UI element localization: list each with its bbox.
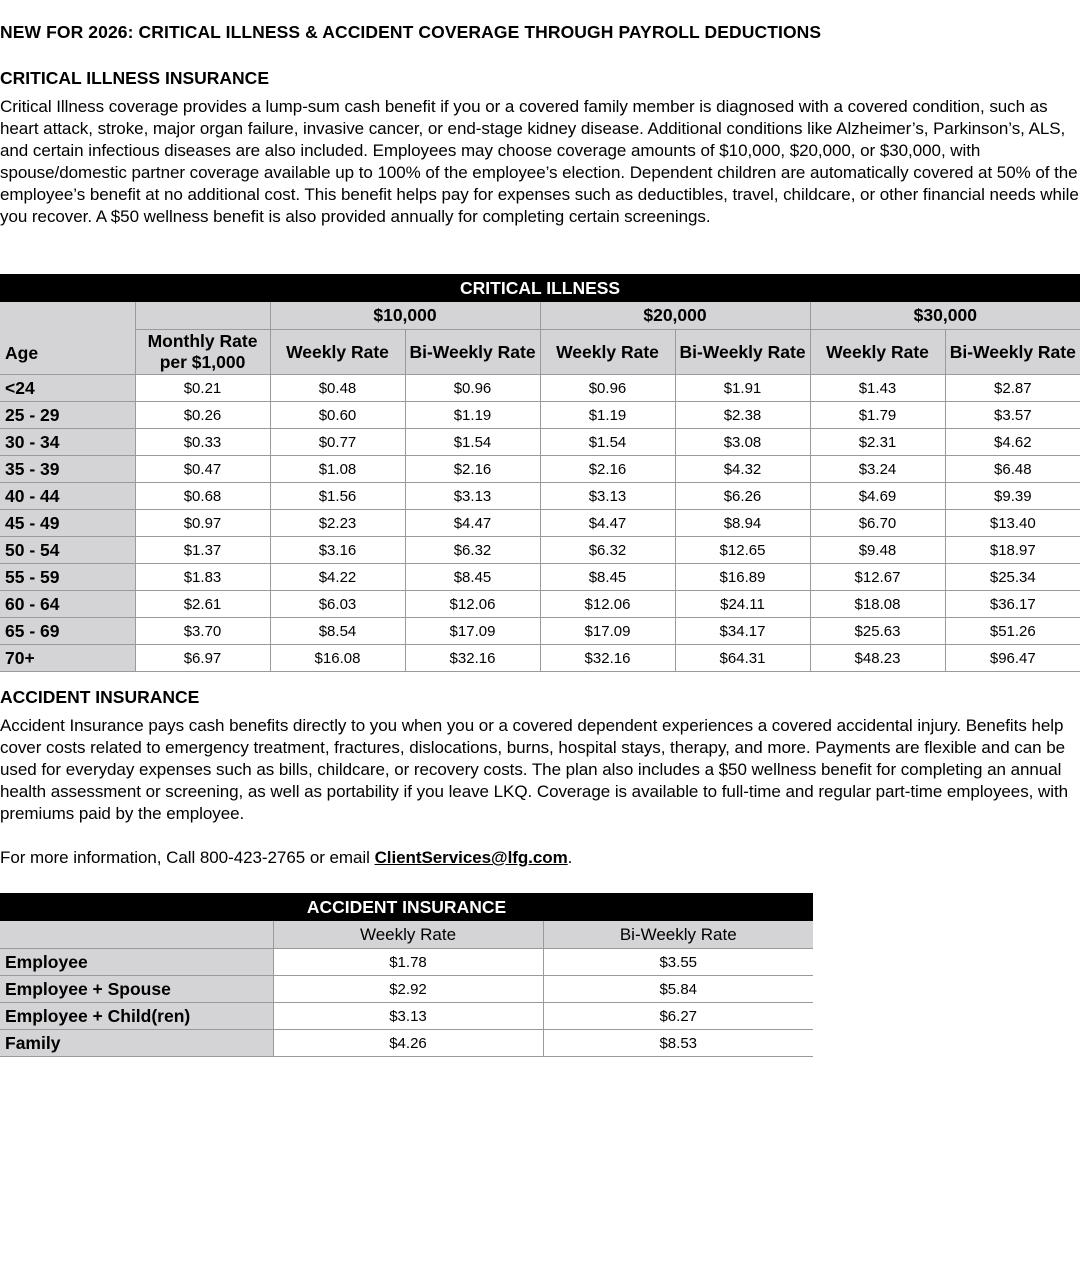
rate-cell: $12.06 — [540, 591, 675, 618]
blank-header-cell — [135, 302, 270, 330]
table-row — [0, 510, 1080, 537]
rate-cell: $1.91 — [675, 375, 810, 402]
rate-cell: $64.31 — [675, 645, 810, 672]
rate-cell: $48.23 — [810, 645, 945, 672]
rate-cell: $2.31 — [810, 429, 945, 456]
rate-cell: $3.70 — [135, 618, 270, 645]
table-row — [0, 564, 1080, 591]
table-row — [0, 483, 1080, 510]
rate-cell: $32.16 — [540, 645, 675, 672]
rate-cell: $12.65 — [675, 537, 810, 564]
rate-cell: $3.13 — [405, 483, 540, 510]
rate-cell: $24.11 — [675, 591, 810, 618]
age-band-cell: 60 - 64 — [0, 591, 135, 618]
rate-cell: $18.08 — [810, 591, 945, 618]
weekly-rate-header: Weekly Rate — [270, 330, 405, 375]
table-row — [0, 1030, 813, 1057]
rate-cell: $4.47 — [540, 510, 675, 537]
rate-cell: $1.08 — [270, 456, 405, 483]
table-row — [0, 456, 1080, 483]
accident-rate-table — [0, 893, 813, 1057]
critical-illness-rate-table — [0, 274, 1080, 672]
rate-cell: $6.70 — [810, 510, 945, 537]
rate-cell: $1.19 — [540, 402, 675, 429]
rate-cell: $17.09 — [540, 618, 675, 645]
age-band-cell: <24 — [0, 375, 135, 402]
rate-cell: $1.79 — [810, 402, 945, 429]
rate-cell: $2.92 — [273, 976, 543, 1003]
weekly-rate-header: Weekly Rate — [273, 921, 543, 949]
rate-cell: $0.47 — [135, 456, 270, 483]
table-row — [0, 402, 1080, 429]
rate-cell: $25.63 — [810, 618, 945, 645]
weekly-rate-header: Weekly Rate — [810, 330, 945, 375]
coverage-group-header: $10,000 — [270, 302, 540, 330]
rate-cell: $4.69 — [810, 483, 945, 510]
table-row — [0, 537, 1080, 564]
biweekly-rate-header: Bi-Weekly Rate — [405, 330, 540, 375]
weekly-rate-header: Weekly Rate — [540, 330, 675, 375]
rate-cell: $5.84 — [543, 976, 813, 1003]
coverage-tier-cell: Employee — [0, 949, 273, 976]
contact-text: For more information, Call 800-423-2765 or email — [0, 848, 375, 867]
rate-cell: $0.96 — [540, 375, 675, 402]
rate-cell: $0.21 — [135, 375, 270, 402]
rate-cell: $0.33 — [135, 429, 270, 456]
table-row — [0, 1003, 813, 1030]
rate-cell: $25.34 — [945, 564, 1080, 591]
rate-cell: $3.13 — [273, 1003, 543, 1030]
rate-cell: $2.16 — [405, 456, 540, 483]
rate-cell: $6.32 — [540, 537, 675, 564]
rate-cell: $9.39 — [945, 483, 1080, 510]
rate-cell: $6.26 — [675, 483, 810, 510]
rate-cell: $0.26 — [135, 402, 270, 429]
coverage-group-header: $20,000 — [540, 302, 810, 330]
table-row — [0, 591, 1080, 618]
contact-line — [0, 847, 1080, 869]
rate-cell: $96.47 — [945, 645, 1080, 672]
rate-cell: $8.54 — [270, 618, 405, 645]
accident-description: Accident Insurance pays cash benefits directly to you when you or a covered dependent experiences a covered accidental injury. Benefits help cover costs related to emergency treatment, fractures, dislocations, burns, hospital stays, therapy, and more. Payments are flexible and can be used for everyday expenses such as bills, childcare, or recovery costs. The plan also includes a $50 wellness benefit for completing an annual health assessment or screening, as well as portability if you leave LKQ. Coverage is available to full-time and regular part-time employees, with premiums paid by the employee. — [0, 716, 1069, 823]
age-band-cell: 35 - 39 — [0, 456, 135, 483]
rate-cell: $0.97 — [135, 510, 270, 537]
contact-suffix: . — [567, 848, 573, 867]
rate-cell: $1.54 — [405, 429, 540, 456]
rate-cell: $3.55 — [543, 949, 813, 976]
rate-cell: $1.83 — [135, 564, 270, 591]
biweekly-rate-header: Bi-Weekly Rate — [675, 330, 810, 375]
table-row — [0, 949, 813, 976]
rate-cell: $3.13 — [540, 483, 675, 510]
rate-cell: $2.87 — [945, 375, 1080, 402]
rate-cell: $32.16 — [405, 645, 540, 672]
rate-cell: $6.03 — [270, 591, 405, 618]
rate-cell: $1.56 — [270, 483, 405, 510]
biweekly-rate-header: Bi-Weekly Rate — [543, 921, 813, 949]
coverage-tier-cell: Employee + Spouse — [0, 976, 273, 1003]
rate-cell: $36.17 — [945, 591, 1080, 618]
rate-cell: $8.45 — [405, 564, 540, 591]
rate-cell: $0.68 — [135, 483, 270, 510]
age-band-cell: 25 - 29 — [0, 402, 135, 429]
rate-cell: $3.24 — [810, 456, 945, 483]
accident-heading: ACCIDENT INSURANCE — [0, 687, 200, 707]
age-band-cell: 30 - 34 — [0, 429, 135, 456]
biweekly-rate-header: Bi-Weekly Rate — [945, 330, 1080, 375]
monthly-rate-header: Monthly Rate per $1,000 — [135, 330, 270, 375]
rate-cell: $9.48 — [810, 537, 945, 564]
age-band-cell: 45 - 49 — [0, 510, 135, 537]
rate-cell: $2.38 — [675, 402, 810, 429]
contact-email-link[interactable]: ClientServices@lfg.com — [374, 848, 568, 867]
page-title: NEW FOR 2026: CRITICAL ILLNESS & ACCIDENT COVERAGE THROUGH PAYROLL DEDUCTIONS — [0, 22, 822, 42]
coverage-tier-cell: Employee + Child(ren) — [0, 1003, 273, 1030]
age-band-cell: 50 - 54 — [0, 537, 135, 564]
rate-cell: $1.54 — [540, 429, 675, 456]
rate-cell: $4.47 — [405, 510, 540, 537]
rate-cell: $6.97 — [135, 645, 270, 672]
critical-illness-table-title: CRITICAL ILLNESS — [0, 274, 1080, 302]
rate-cell: $0.96 — [405, 375, 540, 402]
rate-cell: $4.26 — [273, 1030, 543, 1057]
rate-cell: $12.06 — [405, 591, 540, 618]
rate-cell: $2.16 — [540, 456, 675, 483]
table-row — [0, 429, 1080, 456]
rate-cell: $1.19 — [405, 402, 540, 429]
rate-cell: $3.08 — [675, 429, 810, 456]
rate-cell: $12.67 — [810, 564, 945, 591]
age-band-cell: 55 - 59 — [0, 564, 135, 591]
rate-cell: $3.16 — [270, 537, 405, 564]
rate-cell: $17.09 — [405, 618, 540, 645]
rate-cell: $4.62 — [945, 429, 1080, 456]
table-row — [0, 976, 813, 1003]
rate-cell: $18.97 — [945, 537, 1080, 564]
rate-cell: $6.48 — [945, 456, 1080, 483]
rate-cell: $16.08 — [270, 645, 405, 672]
rate-cell: $3.57 — [945, 402, 1080, 429]
rate-cell: $16.89 — [675, 564, 810, 591]
rate-cell: $4.22 — [270, 564, 405, 591]
blank-header-cell — [0, 921, 273, 949]
rate-cell: $2.61 — [135, 591, 270, 618]
rate-cell: $6.27 — [543, 1003, 813, 1030]
table-row — [0, 645, 1080, 672]
rate-cell: $8.53 — [543, 1030, 813, 1057]
rate-cell: $51.26 — [945, 618, 1080, 645]
rate-cell: $8.94 — [675, 510, 810, 537]
coverage-group-header: $30,000 — [810, 302, 1080, 330]
age-band-cell: 65 - 69 — [0, 618, 135, 645]
critical-illness-heading: CRITICAL ILLNESS INSURANCE — [0, 68, 269, 88]
rate-cell: $1.43 — [810, 375, 945, 402]
rate-cell: $0.77 — [270, 429, 405, 456]
rate-cell: $2.23 — [270, 510, 405, 537]
rate-cell: $4.32 — [675, 456, 810, 483]
table-row — [0, 375, 1080, 402]
table-row — [0, 618, 1080, 645]
rate-cell: $8.45 — [540, 564, 675, 591]
rate-cell: $6.32 — [405, 537, 540, 564]
coverage-tier-cell: Family — [0, 1030, 273, 1057]
rate-cell: $0.48 — [270, 375, 405, 402]
age-band-cell: 70+ — [0, 645, 135, 672]
age-band-cell: 40 - 44 — [0, 483, 135, 510]
critical-illness-description: Critical Illness coverage provides a lump-sum cash benefit if you or a covered family member is diagnosed with a covered condition, such as heart attack, stroke, major organ failure, invasive cancer, or end-stage kidney disease. Additional conditions like Alzheimer’s, Parkinson’s, ALS, and certain infectious diseases are also included. Employees may choose coverage amounts of $10,000, $20,000, or $30,000, with spouse/domestic partner coverage available up to 100% of the employee’s election. Dependent children are automatically covered at 50% of the employee’s benefit at no additional cost. This benefit helps pay for expenses such as deductibles, travel, childcare, or other financial needs while you recover. A $50 wellness benefit is also provided annually for completing certain screenings. — [0, 97, 1079, 226]
rate-cell: $1.78 — [273, 949, 543, 976]
rate-cell: $0.60 — [270, 402, 405, 429]
accident-table-title: ACCIDENT INSURANCE — [0, 893, 813, 921]
rate-cell: $13.40 — [945, 510, 1080, 537]
age-column-header: Age — [0, 302, 135, 375]
rate-cell: $34.17 — [675, 618, 810, 645]
rate-cell: $1.37 — [135, 537, 270, 564]
